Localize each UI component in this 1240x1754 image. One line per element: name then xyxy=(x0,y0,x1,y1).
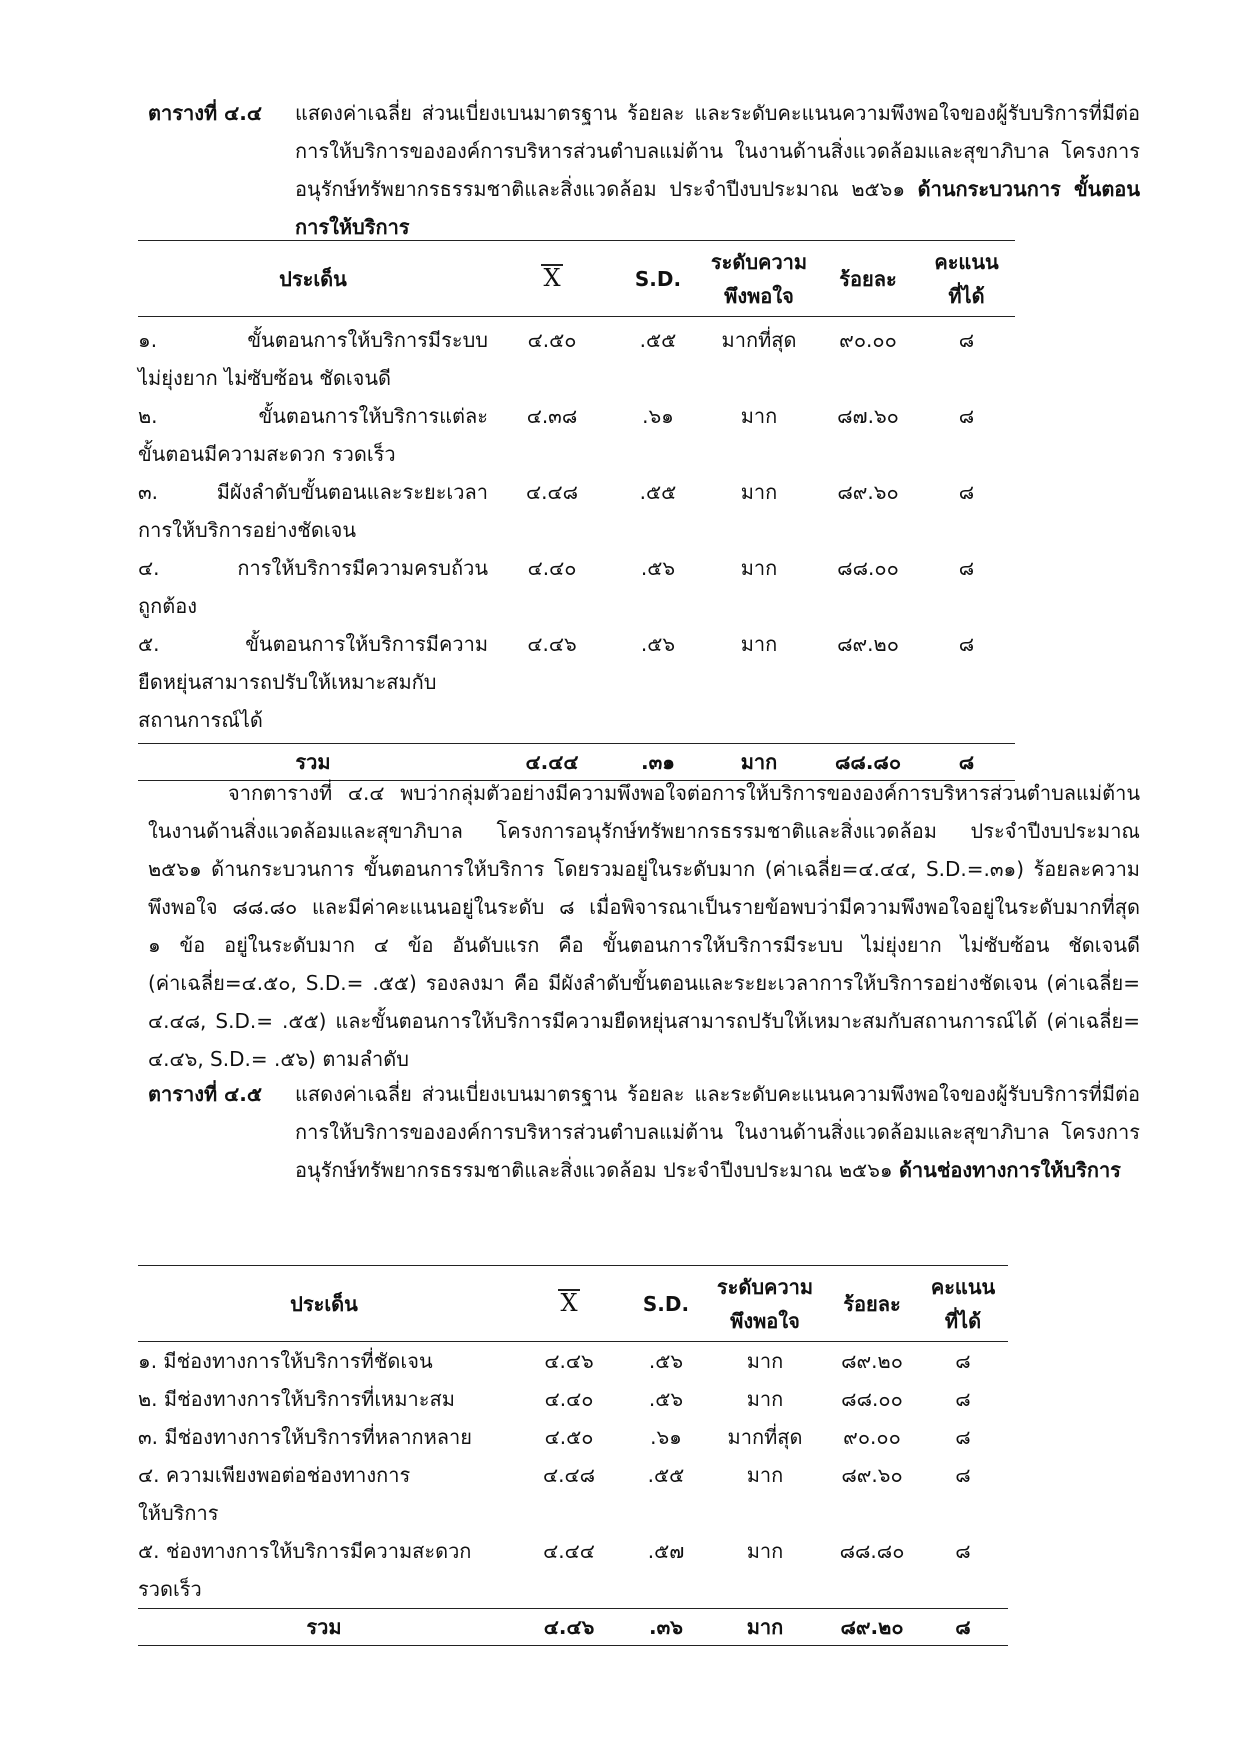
header-level xyxy=(700,241,818,317)
row-item-line1: ๒. ขั้นตอนการให้บริการแต่ละ xyxy=(138,404,488,428)
row-item xyxy=(138,549,488,625)
row-level: มาก xyxy=(746,1349,784,1373)
row-percent: ๘๙.๖๐ xyxy=(841,1463,903,1487)
table-row xyxy=(138,397,1015,473)
row-level: มาก xyxy=(740,480,778,504)
row-item-line2: การให้บริการอย่างชัดเจน xyxy=(138,518,357,542)
row-percent: ๘๙.๖๐ xyxy=(837,480,899,504)
row-mean: ๔.๔๘ xyxy=(542,1463,596,1487)
header-level-line2: พึงพอใจ xyxy=(724,283,794,308)
row-mean: ๔.๔๘ xyxy=(525,480,579,504)
row-item xyxy=(138,317,488,398)
row-item-line2: ยืดหยุ่นสามารถปรับให้เหมาะสมกับ xyxy=(138,670,437,694)
header-item: ประเด็น xyxy=(290,1291,358,1316)
total-level: มาก xyxy=(740,750,778,774)
row-level: มาก xyxy=(746,1463,784,1487)
paragraph-line: ๑ ข้อ อยู่ในระดับมาก ๔ ข้อ อันดับแรก คือ ขั้นตอนการให้บริการมีระบบ ไม่ยุ่งยาก ไม่ซับซ้อน ชัดเจนดี xyxy=(148,933,1140,957)
table-total-row xyxy=(138,1609,1008,1646)
row-percent: ๘๙.๒๐ xyxy=(837,632,899,656)
paragraph-line: ๔.๔๘, S.D.= .๕๕) และขั้นตอนการให้บริการมีความยืดหยุ่นสามารถปรับให้เหมาะสมกับสถานการณ์ได้ (ค่าเฉลี่ย= xyxy=(148,1009,1140,1033)
row-score: ๘ xyxy=(955,1539,971,1563)
table-4-5-caption-label: ตารางที่ ๔.๕ xyxy=(148,1082,262,1106)
table-row xyxy=(138,1342,1008,1381)
row-item-line1: ๓. มีช่องทางการให้บริการที่หลากหลาย xyxy=(138,1425,473,1449)
row-item-line2: ให้บริการ xyxy=(138,1501,219,1525)
row-sd: .๖๑ xyxy=(650,1425,682,1449)
row-percent: ๘๘.๐๐ xyxy=(841,1387,903,1411)
row-percent: ๘๗.๖๐ xyxy=(837,404,899,428)
header-score-line2: ที่ได้ xyxy=(944,1308,982,1333)
total-label: รวม xyxy=(306,1615,342,1639)
row-score: ๘ xyxy=(958,556,975,580)
row-item-line1: ๔. ความเพียงพอต่อช่องทางการ xyxy=(138,1463,411,1487)
table-4-4-caption-label: ตารางที่ ๔.๔ xyxy=(148,101,262,125)
row-item-line1: ๕. ช่องทางการให้บริการมีความสะดวก xyxy=(138,1539,472,1563)
header-percent: ร้อยละ xyxy=(839,266,897,291)
row-item-line1: ๑. มีช่องทางการให้บริการที่ชัดเจน xyxy=(138,1349,433,1373)
row-item-line1: ๓. มีผังลำดับขั้นตอนและระยะเวลา xyxy=(138,480,488,504)
table-4-5-caption-text xyxy=(295,1075,1140,1189)
row-mean: ๔.๕๐ xyxy=(527,328,577,352)
header-sd: S.D. xyxy=(642,1291,690,1316)
row-percent: ๙๐.๐๐ xyxy=(843,1425,901,1449)
header-item: ประเด็น xyxy=(279,266,347,291)
header-sd: S.D. xyxy=(634,266,682,291)
row-sd: .๕๗ xyxy=(647,1539,685,1563)
row-mean: ๔.๔๐ xyxy=(544,1387,594,1411)
row-percent: ๘๘.๐๐ xyxy=(837,556,899,580)
total-sd: .๓๑ xyxy=(641,750,675,774)
header-score-line1: คะแนน xyxy=(934,249,999,274)
total-level: มาก xyxy=(746,1615,784,1639)
row-mean: ๔.๔๖ xyxy=(527,632,577,656)
row-mean: ๔.๔๖ xyxy=(544,1349,594,1373)
paragraph-line: ในงานด้านสิ่งแวดล้อมและสุขาภิบาล โครงการอนุรักษ์ทรัพยากรธรรมชาติและสิ่งแวดล้อม ประจำปีงบประมาณ xyxy=(148,819,1140,843)
row-score: ๘ xyxy=(958,404,975,428)
header-mean-symbol: X xyxy=(560,1288,578,1317)
row-item xyxy=(138,1342,510,1381)
table-row xyxy=(138,1418,1008,1456)
total-score: ๘ xyxy=(958,750,975,774)
paragraph-line: ๒๕๖๑ ด้านกระบวนการ ขั้นตอนการให้บริการ โดยรวมอยู่ในระดับมาก (ค่าเฉลี่ย=๔.๔๔, S.D.=.๓๑) ร้อยละความ xyxy=(148,857,1140,881)
total-score: ๘ xyxy=(955,1615,971,1639)
row-sd: .๕๕ xyxy=(639,480,677,504)
row-item xyxy=(138,473,488,549)
table-4-4 xyxy=(138,240,1015,781)
header-score-line2: ที่ได้ xyxy=(948,283,985,308)
table-header-row xyxy=(138,241,1015,317)
row-percent: ๘๙.๒๐ xyxy=(841,1349,903,1373)
row-level: มาก xyxy=(746,1539,784,1563)
table-row xyxy=(138,317,1015,398)
row-item-line2: ขั้นตอนมีความสะดวก รวดเร็ว xyxy=(138,442,396,466)
row-level: มาก xyxy=(746,1387,784,1411)
table-4-5 xyxy=(138,1265,1008,1646)
table-row xyxy=(138,1380,1008,1418)
total-percent: ๘๘.๘๐ xyxy=(834,750,902,774)
row-score: ๘ xyxy=(955,1387,971,1411)
paragraph-line: ๔.๔๖, S.D.= .๕๖) ตามลำดับ xyxy=(148,1047,409,1071)
header-mean xyxy=(488,241,616,317)
header-score-line1: คะแนน xyxy=(930,1274,996,1299)
row-sd: .๖๑ xyxy=(642,404,674,428)
row-mean: ๔.๓๘ xyxy=(526,404,578,428)
total-mean: ๔.๔๖ xyxy=(543,1615,595,1639)
row-sd: .๕๖ xyxy=(648,1349,684,1373)
header-score xyxy=(918,1266,1008,1342)
row-item-line1: ๒. มีช่องทางการให้บริการที่เหมาะสม xyxy=(138,1387,455,1411)
row-sd: .๕๕ xyxy=(639,328,677,352)
row-mean: ๔.๕๐ xyxy=(544,1425,594,1449)
row-item xyxy=(138,625,488,744)
row-item-line1: ๕. ขั้นตอนการให้บริการมีความ xyxy=(138,632,488,656)
row-level: มาก xyxy=(740,632,778,656)
table-row xyxy=(138,1532,1008,1609)
row-percent: ๙๐.๐๐ xyxy=(839,328,897,352)
row-item-line2: ไม่ยุ่งยาก ไม่ซับซ้อน ชัดเจนดี xyxy=(138,366,392,390)
row-percent: ๘๘.๘๐ xyxy=(839,1539,905,1563)
table-row xyxy=(138,625,1015,744)
header-score xyxy=(918,241,1015,317)
header-percent: ร้อยละ xyxy=(843,1291,901,1316)
row-item xyxy=(138,1418,510,1456)
row-score: ๘ xyxy=(955,1349,971,1373)
paragraph-line: (ค่าเฉลี่ย=๔.๕๐, S.D.= .๕๕) รองลงมา คือ มีผังลำดับขั้นตอนและระยะเวลาการให้บริการอย่างชัดเจน (ค่าเฉลี่ย= xyxy=(148,971,1140,995)
row-sd: .๕๖ xyxy=(640,556,676,580)
row-mean: ๔.๔๔ xyxy=(543,1539,595,1563)
table-row xyxy=(138,549,1015,625)
row-score: ๘ xyxy=(955,1463,971,1487)
row-sd: .๕๖ xyxy=(648,1387,684,1411)
analysis-paragraph xyxy=(148,774,1140,1078)
row-level: มากที่สุด xyxy=(727,1425,803,1449)
row-item-line2: ถูกต้อง xyxy=(138,594,197,618)
table-row xyxy=(138,1456,1008,1532)
row-item-line2: รวดเร็ว xyxy=(138,1577,202,1601)
total-mean: ๔.๔๔ xyxy=(525,750,579,774)
table-4-5-caption-bold: ด้านช่องทางการให้บริการ xyxy=(898,1158,1121,1182)
row-level: มากที่สุด xyxy=(721,328,797,352)
header-level-line1: ระดับความ xyxy=(710,249,808,274)
table-row xyxy=(138,473,1015,549)
row-item-line3: สถานการณ์ได้ xyxy=(138,708,263,732)
row-item xyxy=(138,1380,510,1418)
table-4-4-caption-body: แสดงค่าเฉลี่ย ส่วนเบี่ยงเบนมาตรฐาน ร้อยละ และระดับคะแนนความพึงพอใจของผู้รับบริการที่มีต่อการให้บริการขององค์การบริหารส่วนตำบลแม่ต้าน ในงานด้านสิ่งแวดล้อมและสุขาภิบาล โครงการอนุรักษ์ทรัพยากรธรรมชาติและสิ่งแวดล้อม ประจำปีงบประมาณ ๒๕๖๑ xyxy=(295,101,1140,201)
row-sd: .๕๕ xyxy=(647,1463,685,1487)
header-mean xyxy=(510,1266,628,1342)
total-percent: ๘๙.๒๐ xyxy=(840,1615,904,1639)
row-level: มาก xyxy=(740,556,778,580)
header-level xyxy=(704,1266,826,1342)
row-score: ๘ xyxy=(958,328,975,352)
header-mean-symbol: X xyxy=(543,263,561,292)
row-level: มาก xyxy=(740,404,778,428)
row-item xyxy=(138,1532,510,1609)
row-item-line1: ๑. ขั้นตอนการให้บริการมีระบบ xyxy=(138,328,488,352)
row-mean: ๔.๔๐ xyxy=(527,556,577,580)
row-sd: .๕๖ xyxy=(640,632,676,656)
row-score: ๘ xyxy=(958,632,975,656)
row-score: ๘ xyxy=(958,480,975,504)
row-item xyxy=(138,397,488,473)
row-score: ๘ xyxy=(955,1425,971,1449)
header-level-line2: พึงพอใจ xyxy=(730,1308,800,1333)
total-label: รวม xyxy=(295,750,331,774)
row-item xyxy=(138,1456,510,1532)
row-item-line1: ๔. การให้บริการมีความครบถ้วน xyxy=(138,556,488,580)
table-4-5-caption-body: แสดงค่าเฉลี่ย ส่วนเบี่ยงเบนมาตรฐาน ร้อยละ และระดับคะแนนความพึงพอใจของผู้รับบริการที่มีต่อการให้บริการขององค์การบริหารส่วนตำบลแม่ต้าน ในงานด้านสิ่งแวดล้อมและสุขาภิบาล โครงการอนุรักษ์ทรัพยากรธรรมชาติและสิ่งแวดล้อม ประจำปีงบประมาณ ๒๕๖๑ xyxy=(295,1082,1140,1182)
table-4-4-caption-text xyxy=(295,94,1140,246)
table-header-row xyxy=(138,1266,1008,1342)
total-sd: .๓๖ xyxy=(649,1615,683,1639)
paragraph-line: พึงพอใจ ๘๘.๘๐ และมีค่าคะแนนอยู่ในระดับ ๘ เมื่อพิจารณาเป็นรายข้อพบว่ามีความพึงพอใจอยู่ในระดับมากที่สุด xyxy=(148,895,1140,919)
header-level-line1: ระดับความ xyxy=(716,1274,814,1299)
paragraph-line: จากตารางที่ ๔.๔ พบว่ากลุ่มตัวอย่างมีความพึงพอใจต่อการให้บริการขององค์การบริหารส่วนตำบลแม่ต้าน xyxy=(228,781,1140,805)
table-4-4-caption-bold: ด้านกระบวนการ ขั้นตอนการให้บริการ xyxy=(295,177,1140,239)
